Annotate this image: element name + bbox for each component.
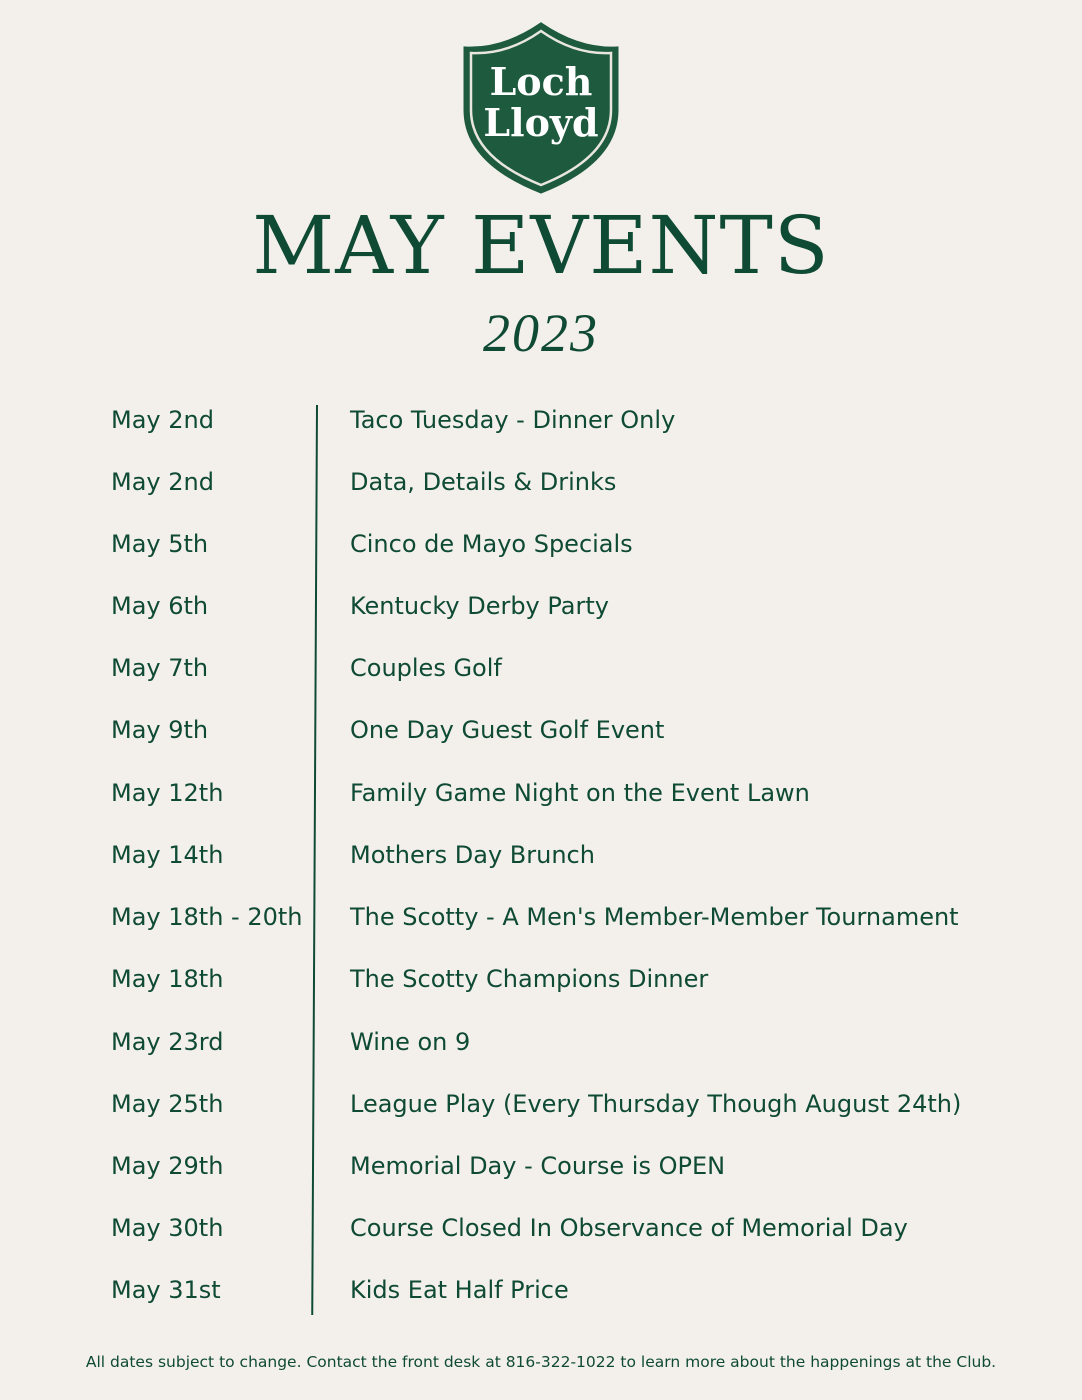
logo-line2: Lloyd (483, 100, 599, 145)
event-date: May 9th (111, 716, 209, 744)
event-row (0, 1198, 1082, 1260)
event-date: May 2nd (111, 406, 214, 434)
footer-note: All dates subject to change. Contact the front desk at 816-322-1022 to learn more about the happenings at the Club. (85, 1353, 997, 1371)
event-date: May 5th (111, 530, 209, 558)
event-name: Mothers Day Brunch (350, 841, 595, 869)
event-name: League Play (Every Thursday Though August 24th) (350, 1090, 962, 1118)
event-row (0, 825, 1082, 887)
page-year: 2023 (483, 303, 599, 363)
event-row (0, 700, 1082, 762)
event-row (0, 576, 1082, 638)
event-name: Kids Eat Half Price (350, 1276, 569, 1304)
event-row (0, 1012, 1082, 1074)
event-name: Course Closed In Observance of Memorial Day (350, 1214, 908, 1242)
event-name: One Day Guest Golf Event (350, 716, 665, 744)
event-row (0, 452, 1082, 514)
event-date: May 14th (111, 841, 224, 869)
event-row (0, 949, 1082, 1011)
event-date: May 31st (111, 1276, 221, 1304)
event-name: Memorial Day - Course is OPEN (350, 1152, 726, 1180)
event-date: May 18th (111, 965, 224, 993)
event-row (0, 1074, 1082, 1136)
event-name: Data, Details & Drinks (350, 468, 617, 496)
event-name: Cinco de Mayo Specials (350, 530, 633, 558)
event-name: Taco Tuesday - Dinner Only (350, 406, 676, 434)
event-date: May 12th (111, 779, 224, 807)
event-date: May 23rd (111, 1028, 224, 1056)
event-row (0, 638, 1082, 700)
event-row (0, 390, 1082, 452)
event-row (0, 763, 1082, 825)
event-name: The Scotty - A Men's Member-Member Tournament (350, 903, 959, 931)
event-name: Kentucky Derby Party (350, 592, 609, 620)
event-row (0, 514, 1082, 576)
event-date: May 6th (111, 592, 209, 620)
event-row (0, 1260, 1082, 1322)
event-date: May 25th (111, 1090, 224, 1118)
event-name: The Scotty Champions Dinner (350, 965, 709, 993)
shield-icon (459, 22, 623, 194)
event-row (0, 887, 1082, 949)
loch-lloyd-crest-logo (459, 22, 623, 194)
event-date: May 7th (111, 654, 209, 682)
event-date: May 29th (111, 1152, 224, 1180)
event-date: May 30th (111, 1214, 224, 1242)
page-title: MAY EVENTS (252, 199, 830, 292)
event-name: Family Game Night on the Event Lawn (350, 779, 810, 807)
event-date: May 2nd (111, 468, 214, 496)
event-name: Couples Golf (350, 654, 502, 682)
event-date: May 18th - 20th (111, 903, 303, 931)
event-name: Wine on 9 (350, 1028, 471, 1056)
logo-line1: Loch (489, 59, 593, 104)
event-row (0, 1136, 1082, 1198)
